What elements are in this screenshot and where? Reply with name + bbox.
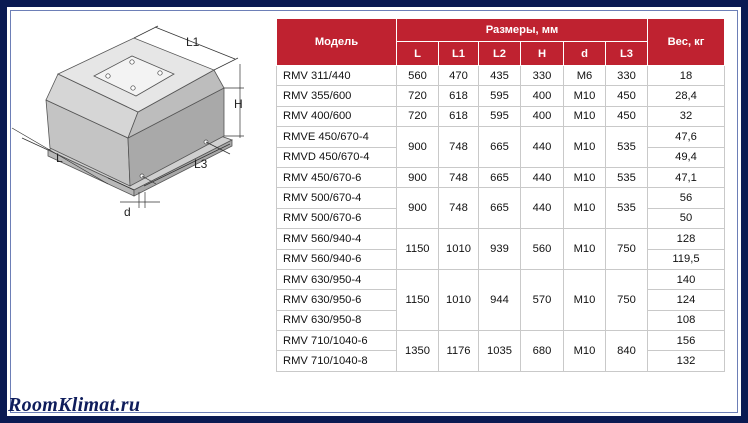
dim-cell-d: M10 — [564, 106, 606, 126]
dim-cell-l1: 618 — [439, 106, 479, 126]
dim-cell-l2: 595 — [479, 106, 521, 126]
dim-cell-l3: 330 — [606, 66, 648, 86]
dim-cell-h: 570 — [521, 269, 564, 330]
table-row — [277, 66, 725, 86]
dim-cell-l: 1150 — [397, 229, 439, 270]
weight-cell: 132 — [648, 351, 725, 371]
model-cell: RMV 710/1040-6 — [277, 331, 397, 351]
header-col-d: d — [564, 42, 606, 66]
dim-cell-d: M10 — [564, 269, 606, 330]
table-row — [277, 331, 725, 351]
weight-cell: 47,6 — [648, 127, 725, 147]
model-cell: RMV 450/670-6 — [277, 167, 397, 187]
header-model: Модель — [277, 19, 397, 66]
dim-cell-l3: 750 — [606, 229, 648, 270]
spec-table — [276, 18, 725, 372]
model-cell: RMV 630/950-4 — [277, 269, 397, 289]
model-cell: RMV 560/940-6 — [277, 249, 397, 269]
dim-cell-l2: 944 — [479, 269, 521, 330]
dim-cell-l2: 665 — [479, 127, 521, 168]
dim-cell-h: 560 — [521, 229, 564, 270]
header-col-l2: L2 — [479, 42, 521, 66]
dim-cell-d: M10 — [564, 188, 606, 229]
model-cell: RMV 311/440 — [277, 66, 397, 86]
bolt-icon — [158, 71, 162, 75]
dim-cell-l1: 618 — [439, 86, 479, 106]
dim-cell-l: 1350 — [397, 331, 439, 372]
dim-cell-l1: 1176 — [439, 331, 479, 372]
fan-dimension-drawing — [8, 18, 270, 218]
dim-cell-l2: 595 — [479, 86, 521, 106]
dim-cell-h: 400 — [521, 86, 564, 106]
dim-label-h: H — [234, 97, 243, 111]
dim-cell-h: 440 — [521, 127, 564, 168]
header-col-l3: L3 — [606, 42, 648, 66]
dim-cell-l: 900 — [397, 127, 439, 168]
header-col-h: H — [521, 42, 564, 66]
model-cell: RMV 400/600 — [277, 106, 397, 126]
dim-cell-d: M10 — [564, 167, 606, 187]
dim-cell-l3: 535 — [606, 188, 648, 229]
model-cell: RMV 560/940-4 — [277, 229, 397, 249]
model-cell: RMVD 450/670-4 — [277, 147, 397, 167]
weight-cell: 156 — [648, 331, 725, 351]
dim-cell-l: 560 — [397, 66, 439, 86]
model-cell: RMVE 450/670-4 — [277, 127, 397, 147]
model-cell: RMV 500/670-4 — [277, 188, 397, 208]
dim-label-d: d — [124, 205, 131, 218]
dim-cell-l1: 748 — [439, 127, 479, 168]
dim-cell-l2: 939 — [479, 229, 521, 270]
dim-label-l1: L1 — [186, 35, 200, 49]
weight-cell: 18 — [648, 66, 725, 86]
model-cell: RMV 500/670-6 — [277, 208, 397, 228]
dim-cell-l1: 748 — [439, 167, 479, 187]
dim-cell-l: 1150 — [397, 269, 439, 330]
weight-cell: 140 — [648, 269, 725, 289]
weight-cell: 108 — [648, 310, 725, 330]
dim-cell-l3: 535 — [606, 127, 648, 168]
header-weight: Вес, кг — [648, 19, 725, 66]
spec-table-body — [277, 66, 725, 372]
table-row — [277, 127, 725, 147]
header-col-l1: L1 — [439, 42, 479, 66]
dim-cell-d: M6 — [564, 66, 606, 86]
dim-cell-l2: 665 — [479, 188, 521, 229]
dim-cell-h: 440 — [521, 188, 564, 229]
dim-cell-l2: 1035 — [479, 331, 521, 372]
dim-cell-l1: 748 — [439, 188, 479, 229]
dim-label-l: L — [56, 151, 63, 165]
dim-label-l3: L3 — [194, 157, 208, 171]
dim-cell-l: 900 — [397, 167, 439, 187]
weight-cell: 56 — [648, 188, 725, 208]
bolt-icon — [131, 86, 135, 90]
bolt-icon — [130, 60, 134, 64]
table-row — [277, 167, 725, 187]
weight-cell: 47,1 — [648, 167, 725, 187]
model-cell: RMV 710/1040-8 — [277, 351, 397, 371]
bolt-icon — [106, 74, 110, 78]
dim-cell-l: 720 — [397, 106, 439, 126]
model-cell: RMV 355/600 — [277, 86, 397, 106]
table-row — [277, 106, 725, 126]
dim-cell-l1: 1010 — [439, 269, 479, 330]
watermark-logo: RoomKlimat.ru — [8, 394, 141, 416]
dim-cell-d: M10 — [564, 127, 606, 168]
weight-cell: 50 — [648, 208, 725, 228]
dim-cell-l3: 750 — [606, 269, 648, 330]
dim-cell-h: 330 — [521, 66, 564, 86]
weight-cell: 32 — [648, 106, 725, 126]
header-dimensions: Размеры, мм — [397, 19, 648, 42]
header-col-l: L — [397, 42, 439, 66]
dim-cell-d: M10 — [564, 229, 606, 270]
dim-cell-l3: 450 — [606, 86, 648, 106]
dim-cell-l2: 665 — [479, 167, 521, 187]
dim-cell-d: M10 — [564, 331, 606, 372]
dim-cell-l3: 535 — [606, 167, 648, 187]
dim-cell-h: 440 — [521, 167, 564, 187]
model-cell: RMV 630/950-6 — [277, 290, 397, 310]
weight-cell: 49,4 — [648, 147, 725, 167]
table-row — [277, 188, 725, 208]
weight-cell: 28,4 — [648, 86, 725, 106]
dim-cell-d: M10 — [564, 86, 606, 106]
dim-cell-l2: 435 — [479, 66, 521, 86]
table-row — [277, 86, 725, 106]
dim-cell-l: 720 — [397, 86, 439, 106]
dim-cell-l: 900 — [397, 188, 439, 229]
model-cell: RMV 630/950-8 — [277, 310, 397, 330]
weight-cell: 119,5 — [648, 249, 725, 269]
dim-cell-h: 400 — [521, 106, 564, 126]
dim-cell-l1: 470 — [439, 66, 479, 86]
dim-cell-h: 680 — [521, 331, 564, 372]
table-row — [277, 229, 725, 249]
dim-cell-l3: 840 — [606, 331, 648, 372]
dim-cell-l3: 450 — [606, 106, 648, 126]
table-row — [277, 269, 725, 289]
weight-cell: 128 — [648, 229, 725, 249]
dim-cell-l1: 1010 — [439, 229, 479, 270]
weight-cell: 124 — [648, 290, 725, 310]
